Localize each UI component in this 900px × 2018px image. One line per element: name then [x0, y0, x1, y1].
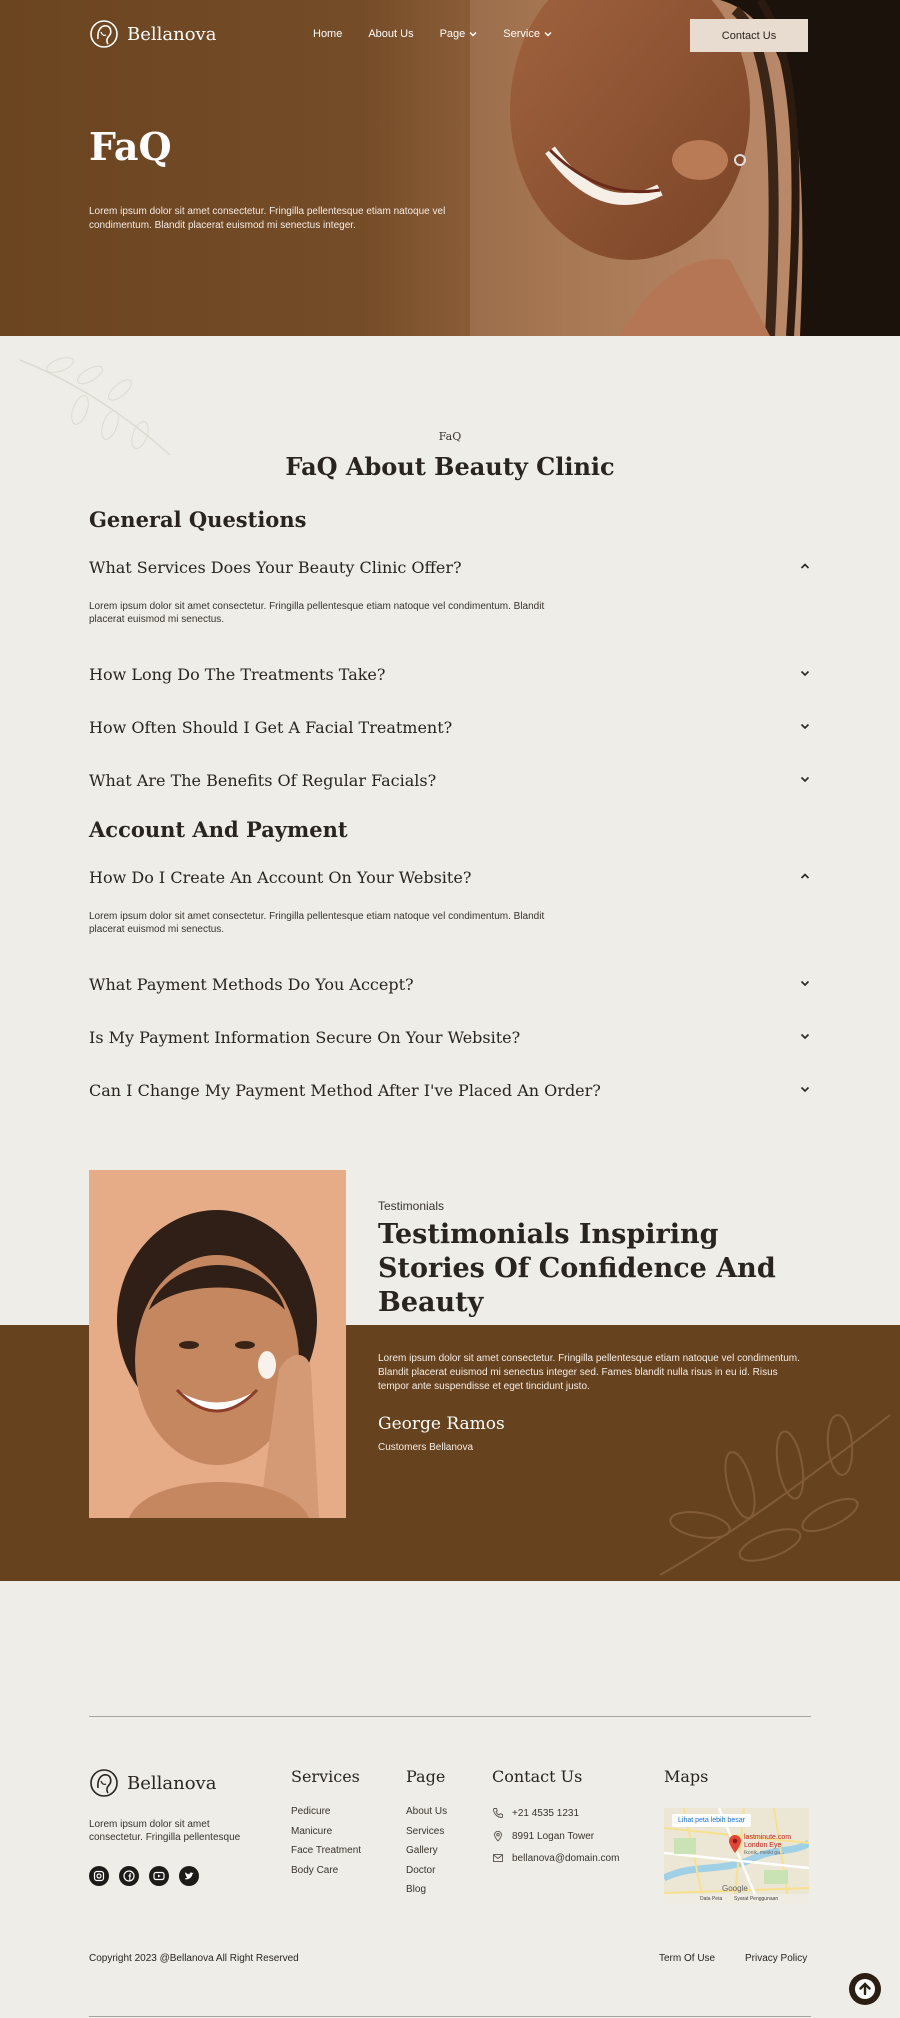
footer-link[interactable]: Services	[406, 1825, 445, 1837]
navbar	[0, 0, 900, 70]
contact-address[interactable]	[492, 1830, 594, 1842]
footer-link[interactable]: Blog	[406, 1884, 427, 1895]
footer-page-title: Page	[406, 1767, 446, 1786]
map-place-label: lastminute.com London Eye	[744, 1834, 792, 1849]
faq-answer: Lorem ipsum dolor sit amet consectetur. Fringilla pellentesque etiam natoque vel condimentum. Blandit placerat euismod mi senectus.	[89, 601, 545, 625]
phone-icon	[492, 1807, 504, 1819]
testimonial-quote: Lorem ipsum dolor sit amet consectetur. Fringilla pellentesque etiam natoque vel condimentum. Blandit placerat euismod mi senectus integer sed. Fames blandit nulla risus in eu id. Risus tempor ante suspendisse et eget tincidunt justo.	[378, 1353, 800, 1392]
footer-brand-name: Bellanova	[127, 1772, 217, 1794]
menu-page-label: Page	[439, 28, 466, 40]
faq-item[interactable]	[89, 975, 811, 999]
faq-item[interactable]	[89, 771, 811, 795]
chevron-down-icon	[799, 667, 811, 679]
chevron-down-icon	[799, 977, 811, 989]
hero-description: Lorem ipsum dolor sit amet consectetur. Fringilla pellentesque etiam natoque vel condimentum. Blandit placerat euismod mi senectus integer.	[89, 206, 446, 231]
footer-link[interactable]: Doctor	[406, 1864, 436, 1876]
faq-eyebrow: FaQ	[438, 430, 462, 443]
footer-bottom-divider	[89, 2016, 811, 2017]
contact-us-button[interactable]: Contact Us	[690, 19, 808, 52]
faq-item[interactable]	[89, 665, 811, 689]
menu-service-label: Service	[503, 28, 540, 40]
map-place-sub: Ikonik, meski ga...	[744, 1850, 785, 1856]
social-links	[89, 1866, 199, 1886]
chevron-up-icon	[799, 560, 811, 572]
footer-link[interactable]: Manicure	[291, 1825, 333, 1837]
faq-question: What Payment Methods Do You Accept?	[89, 975, 414, 994]
faq-question: Can I Change My Payment Method After I've Placed An Order?	[89, 1081, 601, 1100]
menu-home[interactable]	[313, 28, 342, 40]
footer-link[interactable]: Body Care	[291, 1864, 339, 1876]
menu-about-label: About Us	[368, 28, 414, 40]
faq-item[interactable]	[89, 558, 811, 582]
location-pin-icon	[492, 1830, 504, 1842]
faq-item[interactable]	[89, 868, 811, 892]
footer-link[interactable]: Face Treatment	[291, 1845, 362, 1856]
footer-link[interactable]: Gallery	[406, 1845, 438, 1856]
chevron-up-icon	[799, 870, 811, 882]
twitter-icon[interactable]	[179, 1866, 199, 1886]
embedded-map[interactable]	[664, 1808, 809, 1904]
faq-group-account: Account And Payment	[89, 817, 348, 842]
faq-answer: Lorem ipsum dolor sit amet consectetur. Fringilla pellentesque etiam natoque vel condimentum. Blandit placerat euismod mi senectus.	[89, 911, 545, 935]
youtube-icon[interactable]	[149, 1866, 169, 1886]
woman-face-logo-icon	[89, 19, 119, 49]
chevron-down-icon	[544, 30, 552, 38]
footer-maps-title: Maps	[664, 1767, 709, 1786]
map-google-label: Google	[722, 1884, 748, 1893]
footer-page-list	[406, 1806, 447, 1904]
contact-email-text: bellanova@domain.com	[512, 1852, 620, 1864]
faq-section-title: FaQ About Beauty Clinic	[285, 452, 615, 481]
woman-face-logo-icon	[89, 1768, 119, 1798]
chevron-down-icon	[799, 1030, 811, 1042]
testimonial-author-role: Customers Bellanova	[378, 1442, 474, 1453]
map-terms-link[interactable]: Syarat Penggunaan	[734, 1896, 779, 1902]
chevron-down-icon	[799, 720, 811, 732]
contact-email[interactable]	[492, 1852, 619, 1864]
footer-services-title: Services	[291, 1767, 360, 1786]
menu-home-label: Home	[313, 28, 343, 40]
facebook-icon[interactable]	[119, 1866, 139, 1886]
instagram-icon[interactable]	[89, 1866, 109, 1886]
footer-top-divider	[89, 1716, 811, 1717]
faq-question: What Are The Benefits Of Regular Facials?	[89, 771, 437, 790]
main-menu	[313, 28, 552, 40]
map-data-label: Data Peta	[700, 1896, 723, 1902]
testimonial-eyebrow: Testimonials	[378, 1199, 445, 1213]
mail-icon	[492, 1852, 504, 1864]
back-to-top-button[interactable]	[849, 1973, 881, 2005]
faq-item[interactable]	[89, 1081, 811, 1105]
brand-logo[interactable]	[89, 19, 216, 49]
faq-question: How Long Do The Treatments Take?	[89, 665, 386, 684]
footer-link[interactable]: About Us	[406, 1806, 448, 1817]
map-pin-icon	[728, 1834, 742, 1854]
term-of-use-link[interactable]: Term Of Use	[659, 1953, 716, 1964]
view-larger-map-button[interactable]: Lihat peta lebih besar	[672, 1814, 751, 1827]
arrow-up-icon	[854, 1978, 876, 2000]
copyright-text: Copyright 2023 @Bellanova All Right Reserved	[89, 1953, 299, 1964]
brand-name: Bellanova	[127, 23, 217, 45]
footer-brand-logo[interactable]	[89, 1768, 216, 1798]
footer-contact-title: Contact Us	[492, 1767, 583, 1786]
chevron-down-icon	[469, 30, 477, 38]
page-title: FaQ	[89, 124, 172, 169]
testimonial-title: Testimonials Inspiring Stories Of Confidence And Beauty	[378, 1219, 776, 1318]
leaf-branch-decoration	[640, 1395, 900, 1581]
chevron-down-icon	[799, 1083, 811, 1095]
faq-item[interactable]	[89, 718, 811, 742]
menu-about-us[interactable]	[368, 28, 413, 40]
faq-question: Is My Payment Information Secure On Your Website?	[89, 1028, 521, 1047]
testimonial-author-name: George Ramos	[378, 1414, 505, 1434]
faq-question: How Do I Create An Account On Your Website?	[89, 868, 472, 887]
footer-link[interactable]: Pedicure	[291, 1806, 331, 1817]
faq-group-general: General Questions	[89, 507, 307, 532]
faq-question: What Services Does Your Beauty Clinic Offer?	[89, 558, 462, 577]
contact-phone-text: +21 4535 1231	[512, 1807, 580, 1819]
testimonial-woman-photo	[89, 1170, 346, 1518]
hero-banner	[0, 0, 900, 336]
footer-services-list	[291, 1806, 361, 1884]
chevron-down-icon	[799, 773, 811, 785]
faq-question: How Often Should I Get A Facial Treatment?	[89, 718, 453, 737]
faq-item[interactable]	[89, 1028, 811, 1052]
footer-about-text: Lorem ipsum dolor sit amet consectetur. Fringilla pellentesque	[89, 1819, 241, 1843]
leaf-branch-decoration	[10, 340, 180, 470]
contact-phone[interactable]	[492, 1807, 579, 1819]
contact-address-text: 8991 Logan Tower	[512, 1830, 595, 1842]
menu-page[interactable]	[440, 28, 478, 40]
menu-service[interactable]	[503, 28, 552, 40]
privacy-policy-link[interactable]: Privacy Policy	[745, 1953, 808, 1964]
